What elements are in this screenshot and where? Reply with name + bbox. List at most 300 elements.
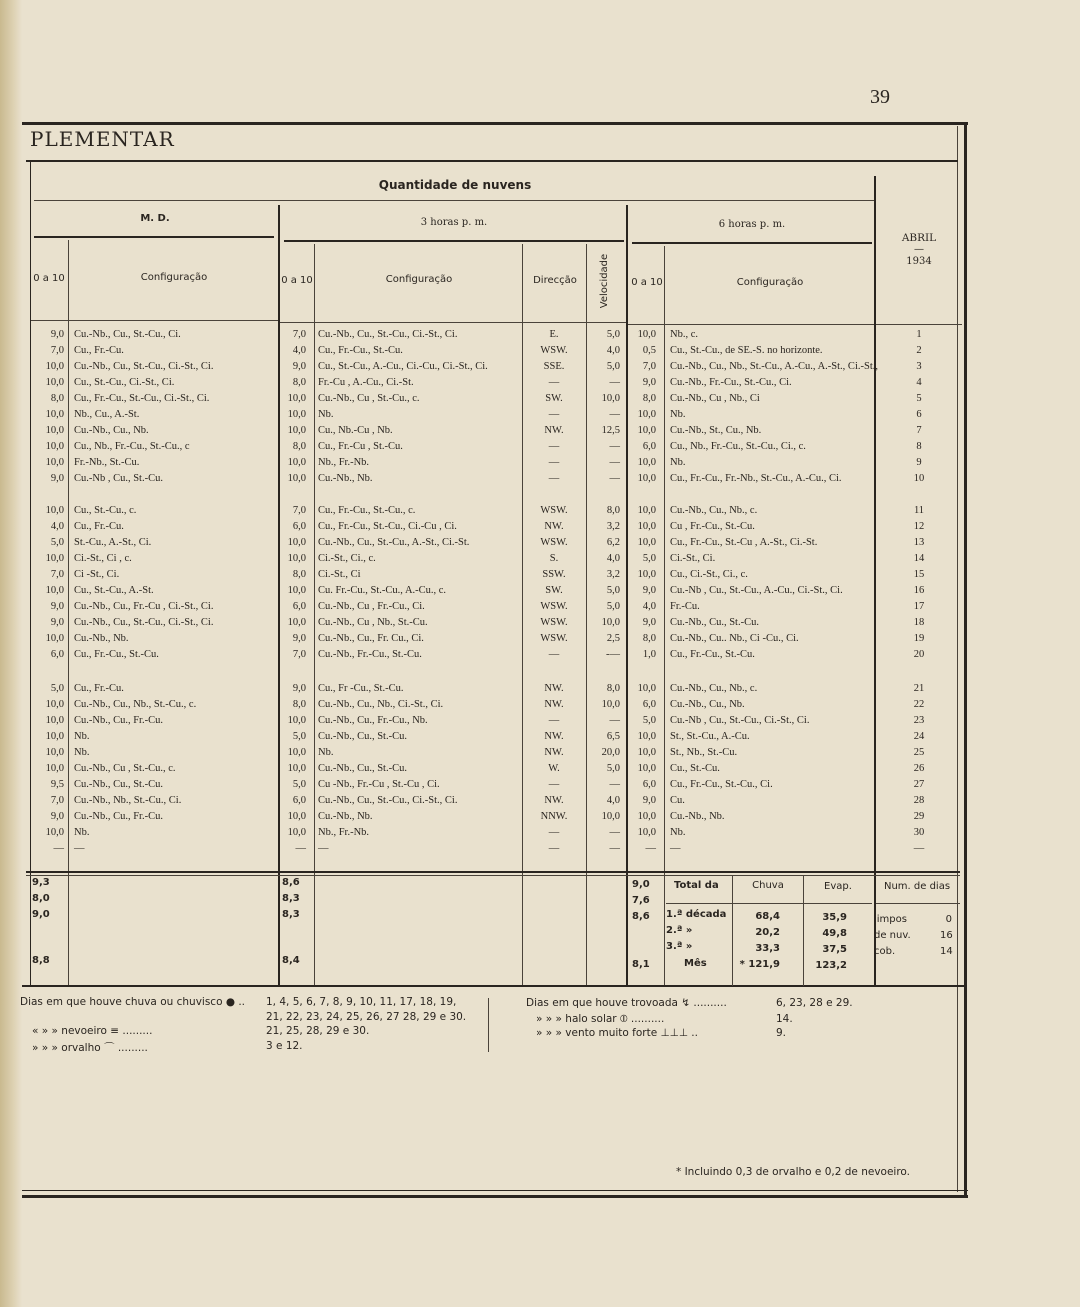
3pm-amount: 8,0 <box>292 569 306 580</box>
table-row <box>0 393 1080 409</box>
wind-direction: NW. <box>544 795 564 806</box>
md-amount: 10,0 <box>45 699 64 710</box>
wind-speed: 10,0 <box>601 617 620 628</box>
day-number: 4 <box>916 377 922 388</box>
day-number: — <box>913 843 925 854</box>
table-row <box>0 441 1080 457</box>
md-amount: 6,0 <box>50 649 64 660</box>
wind-direction: SW. <box>545 585 563 596</box>
6pm-amount: 6,0 <box>642 779 656 790</box>
footer-thunder-label: Dias em que houve trovoada ↯ .......... <box>526 997 727 1009</box>
wind-speed: 8,0 <box>606 505 620 516</box>
grid-v-evap <box>803 876 804 986</box>
3pm-config: Cu.-Nb., Nb. <box>318 473 373 484</box>
wind-speed: — <box>609 473 620 484</box>
3pm-config: Cu.-Nb., Nb. <box>318 811 373 822</box>
table-row <box>0 585 1080 601</box>
md-config: Ci.-St., Ci , c. <box>74 553 132 564</box>
table-row <box>0 361 1080 377</box>
md-amount: 10,0 <box>45 763 64 774</box>
wind-direction: WSW. <box>540 345 568 356</box>
3pm-amount: 7,0 <box>292 649 306 660</box>
6pm-config: Cu.-Nb., Cu., St.-Cu. <box>670 617 759 628</box>
page-heading: PLEMENTAR <box>30 127 175 151</box>
3pm-config: Ci.-St., Ci., c. <box>318 553 376 564</box>
footer-dew-value: 3 e 12. <box>266 1040 303 1052</box>
wind-speed: — <box>609 779 620 790</box>
3pm-config: Ci.-St., Ci <box>318 569 361 580</box>
3pm-config: Cu., Nb.-Cu , Nb. <box>318 425 393 436</box>
md-config: Cu.-Nb., Cu., Fr.-Cu. <box>74 715 163 726</box>
wind-speed: 5,0 <box>606 585 620 596</box>
wind-speed: 4,0 <box>606 345 620 356</box>
3pm-amount: 9,0 <box>292 633 306 644</box>
6pm-config: Cu. <box>670 795 685 806</box>
decade-2-evap: 49,8 <box>822 928 847 939</box>
md-avg-1: 9,3 <box>32 877 50 888</box>
wind-direction: W. <box>548 763 560 774</box>
month-evap: 123,2 <box>815 960 847 971</box>
wind-direction: SSW. <box>542 569 566 580</box>
year-label: 1934 <box>906 256 932 267</box>
wind-direction: — <box>548 473 560 484</box>
3pm-config: Fr.-Cu , A.-Cu., Ci.-St. <box>318 377 414 388</box>
6pm-config: Cu., Fr.-Cu., St.-Cu. <box>670 649 755 660</box>
wind-direction: NW. <box>544 699 564 710</box>
md-amount: 10,0 <box>45 505 64 516</box>
6pm-amount: 7,0 <box>642 361 656 372</box>
wind-speed: -— <box>606 649 620 660</box>
wind-direction: NNW. <box>540 811 568 822</box>
table-row <box>0 779 1080 795</box>
footer-wind-value: 9. <box>776 1027 787 1039</box>
6pm-config: Cu.-Nb., Nb. <box>670 811 725 822</box>
md-amount: 10,0 <box>45 377 64 388</box>
wind-direction: — <box>548 715 560 726</box>
md-config: Cu.-Nb., Cu., Fr.-Cu. <box>74 811 163 822</box>
md-underline <box>34 236 274 238</box>
md-config: Cu.-Nb., Cu., St.-Cu., Ci.-St., Ci. <box>74 361 214 372</box>
6pm-amount: 8,0 <box>642 633 656 644</box>
dias-cob-label: cob. <box>874 946 896 957</box>
direction-header: Direcção <box>533 275 577 286</box>
dias-limpos-value: 0 <box>945 914 952 925</box>
footnote: * Incluindo 0,3 de orvalho e 0,2 de nevoeiro. <box>676 1166 910 1178</box>
table-row <box>0 811 1080 827</box>
md-config: Cu.-Nb., Cu., Fr.-Cu , Ci.-St., Ci. <box>74 601 214 612</box>
3pm-amount: 6,0 <box>292 601 306 612</box>
6pm-config: Fr.-Cu. <box>670 601 700 612</box>
wind-direction: S. <box>549 553 559 564</box>
md-amount: 10,0 <box>45 409 64 420</box>
md-amount: 9,0 <box>50 329 64 340</box>
6pm-scale-header: 0 a 10 <box>631 277 663 288</box>
3pm-amount: 10,0 <box>287 409 306 420</box>
table-row <box>0 763 1080 779</box>
table-row <box>0 633 1080 649</box>
3pm-amount: — <box>295 843 306 854</box>
6pm-amount: 10,0 <box>637 457 656 468</box>
footer-thunder-value: 6, 23, 28 e 29. <box>776 997 853 1009</box>
6pm-amount: 9,0 <box>642 377 656 388</box>
footer-fog-label: « » » nevoeiro ≡ ......... <box>32 1025 153 1037</box>
6pm-amount: 9,0 <box>642 617 656 628</box>
table-top-rule <box>26 160 958 162</box>
3pm-amount: 8,0 <box>292 377 306 388</box>
6pm-config: Cu., Fr.-Cu., Fr.-Nb., St.-Cu., A.-Cu., Ci. <box>670 473 842 484</box>
wind-direction: SW. <box>545 393 563 404</box>
md-amount: 10,0 <box>45 731 64 742</box>
day-number: 14 <box>913 553 925 564</box>
6pm-amount: 0,5 <box>642 345 656 356</box>
3pm-amount: 10,0 <box>287 537 306 548</box>
md-config: Cu.-Nb., Nb., St.-Cu., Ci. <box>74 795 182 806</box>
3pm-amount: 7,0 <box>292 329 306 340</box>
wind-direction: SSE. <box>543 361 565 372</box>
6pm-avg-2: 7,6 <box>632 895 650 906</box>
6pm-amount: 10,0 <box>637 811 656 822</box>
table-row <box>0 329 1080 345</box>
6pm-amount: 1,0 <box>642 649 656 660</box>
md-config: Cu., St.-Cu., c. <box>74 505 137 516</box>
3pm-config: Nb., Fr.-Nb. <box>318 457 370 468</box>
3pm-scale-header: 0 a 10 <box>281 275 313 286</box>
6pm-amount: 4,0 <box>642 601 656 612</box>
md-amount: 10,0 <box>45 747 64 758</box>
wind-speed: 5,0 <box>606 763 620 774</box>
wind-speed: 3,2 <box>606 521 620 532</box>
table-row <box>0 457 1080 473</box>
md-config: Nb. <box>74 827 90 838</box>
footer-dew-label: » » » orvalho ⌒ ......... <box>32 1042 148 1054</box>
md-amount: 8,0 <box>50 393 64 404</box>
wind-direction: E. <box>549 329 559 340</box>
6pm-underline <box>632 242 872 244</box>
table-row <box>0 537 1080 553</box>
wind-speed: 6,2 <box>606 537 620 548</box>
md-amount: 4,0 <box>50 521 64 532</box>
table-row <box>0 569 1080 585</box>
6pm-config: Cu., Ci.-St., Ci., c. <box>670 569 748 580</box>
6pm-amount: 6,0 <box>642 441 656 452</box>
summary-top-rule-2 <box>26 875 960 876</box>
footer-divider <box>488 998 489 1052</box>
wind-speed: — <box>609 441 620 452</box>
frame-top-rule <box>22 122 968 125</box>
decade-1-chuva: 68,4 <box>755 911 780 922</box>
3pm-config: Cu., Fr.-Cu , St.-Cu. <box>318 441 403 452</box>
wind-direction: WSW. <box>540 633 568 644</box>
6pm-amount: 10,0 <box>637 731 656 742</box>
3pm-config: — <box>318 843 329 854</box>
day-number: 12 <box>913 521 925 532</box>
3pm-amount: 10,0 <box>287 473 306 484</box>
6pm-config: Cu., Fr.-Cu., St.-Cu., Ci. <box>670 779 773 790</box>
3pm-avg-3: 8,3 <box>282 909 300 920</box>
3pm-amount: 10,0 <box>287 393 306 404</box>
3pm-config: Cu.-Nb., Cu., St.-Cu. <box>318 731 407 742</box>
3pm-amount: 4,0 <box>292 345 306 356</box>
6pm-config-header: Configuração <box>736 277 804 288</box>
3pm-header-rule <box>280 322 628 323</box>
group-underline <box>34 200 874 201</box>
wind-speed: — <box>609 409 620 420</box>
6pm-config: Nb. <box>670 457 686 468</box>
3pm-config: Cu., Fr.-Cu., St.-Cu., c. <box>318 505 416 516</box>
day-number: 1 <box>916 329 922 340</box>
table-row <box>0 699 1080 715</box>
3pm-config: Cu., Fr.-Cu., St.-Cu. <box>318 345 403 356</box>
md-config: Nb. <box>74 731 90 742</box>
day-number: 6 <box>916 409 922 420</box>
table-row <box>0 553 1080 569</box>
wind-direction: WSW. <box>540 601 568 612</box>
table-row <box>0 505 1080 521</box>
speed-header: Velocidade <box>599 253 610 309</box>
dias-nuv-label: de nuv. <box>874 930 911 941</box>
md-config: Nb., Cu., A.-St. <box>74 409 140 420</box>
3pm-config: Cu.-Nb., Cu., St.-Cu., Ci.-St., Ci. <box>318 795 458 806</box>
table-row <box>0 409 1080 425</box>
md-amount: 10,0 <box>45 441 64 452</box>
decade-1-evap: 35,9 <box>822 912 847 923</box>
3pm-amount: 10,0 <box>287 553 306 564</box>
wind-speed: 10,0 <box>601 699 620 710</box>
3pm-config: Cu -Nb., Fr.-Cu , St.-Cu , Ci. <box>318 779 440 790</box>
dias-cob-value: 14 <box>940 946 953 957</box>
day-number: 11 <box>913 505 925 516</box>
wind-direction: WSW. <box>540 617 568 628</box>
footer-rain-label: Dias em que houve chuva ou chuvisco ● .. <box>20 996 246 1008</box>
md-config: Cu.-Nb., Cu , St.-Cu., c. <box>74 763 176 774</box>
day-number: 18 <box>913 617 925 628</box>
3pm-amount: 10,0 <box>287 763 306 774</box>
3pm-config: Cu.-Nb., Cu., St.-Cu., A.-St., Ci.-St. <box>318 537 470 548</box>
section-md: M. D. <box>140 213 170 224</box>
6pm-amount: 10,0 <box>637 827 656 838</box>
6pm-amount: 10,0 <box>637 473 656 484</box>
6pm-config: Nb. <box>670 409 686 420</box>
md-amount: 7,0 <box>50 345 64 356</box>
table-row <box>0 747 1080 763</box>
day-number: 22 <box>913 699 925 710</box>
3pm-amount: 7,0 <box>292 505 306 516</box>
day-number: 13 <box>913 537 925 548</box>
3pm-amount: 10,0 <box>287 715 306 726</box>
table-row <box>0 617 1080 633</box>
md-amount: 10,0 <box>45 553 64 564</box>
md-scale-header: 0 a 10 <box>33 273 65 284</box>
3pm-amount: 6,0 <box>292 795 306 806</box>
wind-direction: — <box>548 441 560 452</box>
wind-speed: 6,5 <box>606 731 620 742</box>
wind-speed: 8,0 <box>606 683 620 694</box>
table-row <box>0 715 1080 731</box>
3pm-config: Cu.-Nb., Cu., Fr.-Cu., Nb. <box>318 715 428 726</box>
wind-speed: — <box>609 377 620 388</box>
summary-bottom-rule <box>22 985 966 987</box>
md-config: Nb. <box>74 747 90 758</box>
3pm-amount: 10,0 <box>287 617 306 628</box>
md-config: Cu.-Nb., Cu., St.-Cu., Ci.-St., Ci. <box>74 617 214 628</box>
day-number: 24 <box>913 731 925 742</box>
table-row <box>0 649 1080 665</box>
day-number: 17 <box>913 601 925 612</box>
dias-nuv-value: 16 <box>940 930 953 941</box>
page-number: 39 <box>870 86 890 108</box>
md-amount: 9,0 <box>50 617 64 628</box>
month-chuva: * 121,9 <box>739 959 780 970</box>
6pm-amount: — <box>645 843 656 854</box>
6pm-config: Cu., St.-Cu., de SE.-S. no horizonte. <box>670 345 823 356</box>
3pm-amount: 5,0 <box>292 731 306 742</box>
6pm-config: Nb. <box>670 827 686 838</box>
md-amount: 9,0 <box>50 811 64 822</box>
month-label: ABRIL <box>901 232 937 244</box>
md-amount: 10,0 <box>45 457 64 468</box>
6pm-amount: 10,0 <box>637 329 656 340</box>
3pm-config: Cu., St.-Cu., A.-Cu., Ci.-Cu., Ci.-St., Ci. <box>318 361 488 372</box>
md-config: Cu., St.-Cu., A.-St. <box>74 585 154 596</box>
md-config: Cu.-Nb , Cu., St.-Cu. <box>74 473 163 484</box>
wind-speed: 5,0 <box>606 361 620 372</box>
day-number: 26 <box>913 763 925 774</box>
6pm-config: Cu.-Nb , Cu., St.-Cu., A.-Cu., Ci.-St., Ci. <box>670 585 843 596</box>
decade-2-chuva: 20,2 <box>755 927 780 938</box>
table-row <box>0 425 1080 441</box>
3pm-config: Cu.-Nb., Cu., Nb., Ci.-St., Ci. <box>318 699 444 710</box>
decade-1-label: 1.ª década <box>666 909 727 920</box>
3pm-config: Cu.-Nb., Cu., St.-Cu. <box>318 763 407 774</box>
6pm-amount: 5,0 <box>642 715 656 726</box>
day-number: 20 <box>913 649 925 660</box>
wind-direction: — <box>548 457 560 468</box>
3pm-amount: 10,0 <box>287 457 306 468</box>
table-row <box>0 843 1080 859</box>
md-config: St.-Cu., A.-St., Ci. <box>74 537 152 548</box>
3pm-amount: 10,0 <box>287 747 306 758</box>
3pm-config: Cu.-Nb., Cu , Fr.-Cu., Ci. <box>318 601 425 612</box>
md-amount: 5,0 <box>50 537 64 548</box>
day-number: 27 <box>913 779 925 790</box>
wind-speed: 4,0 <box>606 795 620 806</box>
table-row <box>0 521 1080 537</box>
3pm-amount: 10,0 <box>287 811 306 822</box>
6pm-amount: 9,0 <box>642 585 656 596</box>
wind-direction: — <box>548 843 560 854</box>
table-row <box>0 345 1080 361</box>
frame-bottom-rule <box>22 1195 968 1198</box>
md-config: Cu., Fr.-Cu. <box>74 345 124 356</box>
md-amount: 10,0 <box>45 425 64 436</box>
wind-speed: 5,0 <box>606 601 620 612</box>
table-row <box>0 473 1080 489</box>
table-row <box>0 377 1080 393</box>
decade-2-label: 2.ª » <box>666 925 693 936</box>
wind-direction: NW. <box>544 747 564 758</box>
6pm-config: Cu.-Nb., Cu.. Nb., Ci -Cu., Ci. <box>670 633 799 644</box>
footer-wind-label: » » » vento muito forte ⊥⊥⊥ .. <box>536 1027 698 1039</box>
table-row <box>0 683 1080 699</box>
day-number: 25 <box>913 747 925 758</box>
md-amount: 7,0 <box>50 795 64 806</box>
day-number: 28 <box>913 795 925 806</box>
3pm-avg-month: 8,4 <box>282 955 300 966</box>
md-config: Fr.-Nb., St.-Cu. <box>74 457 140 468</box>
md-config: Cu., St.-Cu., Ci.-St., Ci. <box>74 377 175 388</box>
6pm-config: Cu.-Nb., Cu , Nb., Ci <box>670 393 760 404</box>
summary-top-rule <box>26 871 960 873</box>
3pm-config: Nb., Fr.-Nb. <box>318 827 370 838</box>
6pm-amount: 10,0 <box>637 425 656 436</box>
6pm-config: Cu.-Nb., Cu., Nb., c. <box>670 505 758 516</box>
6pm-amount: 5,0 <box>642 553 656 564</box>
6pm-avg-month: 8,1 <box>632 959 650 970</box>
md-config: Cu.-Nb., Cu., St.-Cu., Ci. <box>74 329 181 340</box>
month-total-label: Mês <box>684 958 707 969</box>
wind-speed: — <box>609 843 620 854</box>
footer-halo-value: 14. <box>776 1013 793 1025</box>
md-config: Cu., Fr.-Cu., St.-Cu., Ci.-St., Ci. <box>74 393 210 404</box>
3pm-amount: 5,0 <box>292 779 306 790</box>
wind-speed: 10,0 <box>601 393 620 404</box>
month-dash: — <box>914 244 924 255</box>
day-number: 10 <box>913 473 925 484</box>
footer-rain-value-2: 21, 22, 23, 24, 25, 26, 27 28, 29 e 30. <box>266 1011 467 1023</box>
wind-speed: 5,0 <box>606 329 620 340</box>
6pm-amount: 10,0 <box>637 537 656 548</box>
wind-speed: 12,5 <box>601 425 620 436</box>
evap-label: Evap. <box>824 881 852 892</box>
decade-3-chuva: 33,3 <box>755 943 780 954</box>
day-number: 29 <box>913 811 925 822</box>
md-config: — <box>74 843 85 854</box>
grid-v-chuva <box>732 876 733 986</box>
md-amount: 10,0 <box>45 361 64 372</box>
footer-halo-label: » » » halo solar ⦶ .......... <box>536 1013 665 1025</box>
3pm-config: Cu.-Nb., Cu., St.-Cu., Ci.-St., Ci. <box>318 329 458 340</box>
3pm-amount: 10,0 <box>287 585 306 596</box>
6pm-config: Cu.-Nb., Cu., Nb., St.-Cu., A.-Cu., A.-St., Ci.-St., <box>670 361 878 372</box>
day-number: 5 <box>916 393 922 404</box>
group-title: Quantidade de nuvens <box>378 178 532 192</box>
6pm-amount: 10,0 <box>637 409 656 420</box>
6pm-config: Cu., Fr.-Cu., St.-Cu , A.-St., Ci.-St. <box>670 537 818 548</box>
dias-limpos-label: limpos <box>874 914 907 925</box>
6pm-config: Cu.-Nb., Cu., Nb. <box>670 699 745 710</box>
wind-direction: WSW. <box>540 505 568 516</box>
6pm-amount: 9,0 <box>642 795 656 806</box>
3pm-amount: 9,0 <box>292 683 306 694</box>
6pm-amount: 8,0 <box>642 393 656 404</box>
3pm-amount: 8,0 <box>292 441 306 452</box>
md-amount: 9,5 <box>50 779 64 790</box>
md-config: Ci -St., Ci. <box>74 569 120 580</box>
3pm-config: Cu. Fr.-Cu., St.-Cu., A.-Cu., c. <box>318 585 447 596</box>
footer-rain-value: 1, 4, 5, 6, 7, 8, 9, 10, 11, 17, 18, 19, <box>266 996 457 1008</box>
6pm-amount: 10,0 <box>637 521 656 532</box>
day-number: 19 <box>913 633 925 644</box>
6pm-config: Cu.-Nb., Fr.-Cu., St.-Cu., Ci. <box>670 377 792 388</box>
wind-speed: — <box>609 827 620 838</box>
3pm-underline <box>284 240 624 242</box>
decade-3-label: 3.ª » <box>666 941 693 952</box>
3pm-config: Cu.-Nb., Cu., Fr. Cu., Ci. <box>318 633 424 644</box>
6pm-config: Cu.-Nb., St., Cu., Nb. <box>670 425 762 436</box>
total-label: Total da <box>674 880 719 891</box>
day-number: 9 <box>916 457 922 468</box>
wind-speed: 2,5 <box>606 633 620 644</box>
